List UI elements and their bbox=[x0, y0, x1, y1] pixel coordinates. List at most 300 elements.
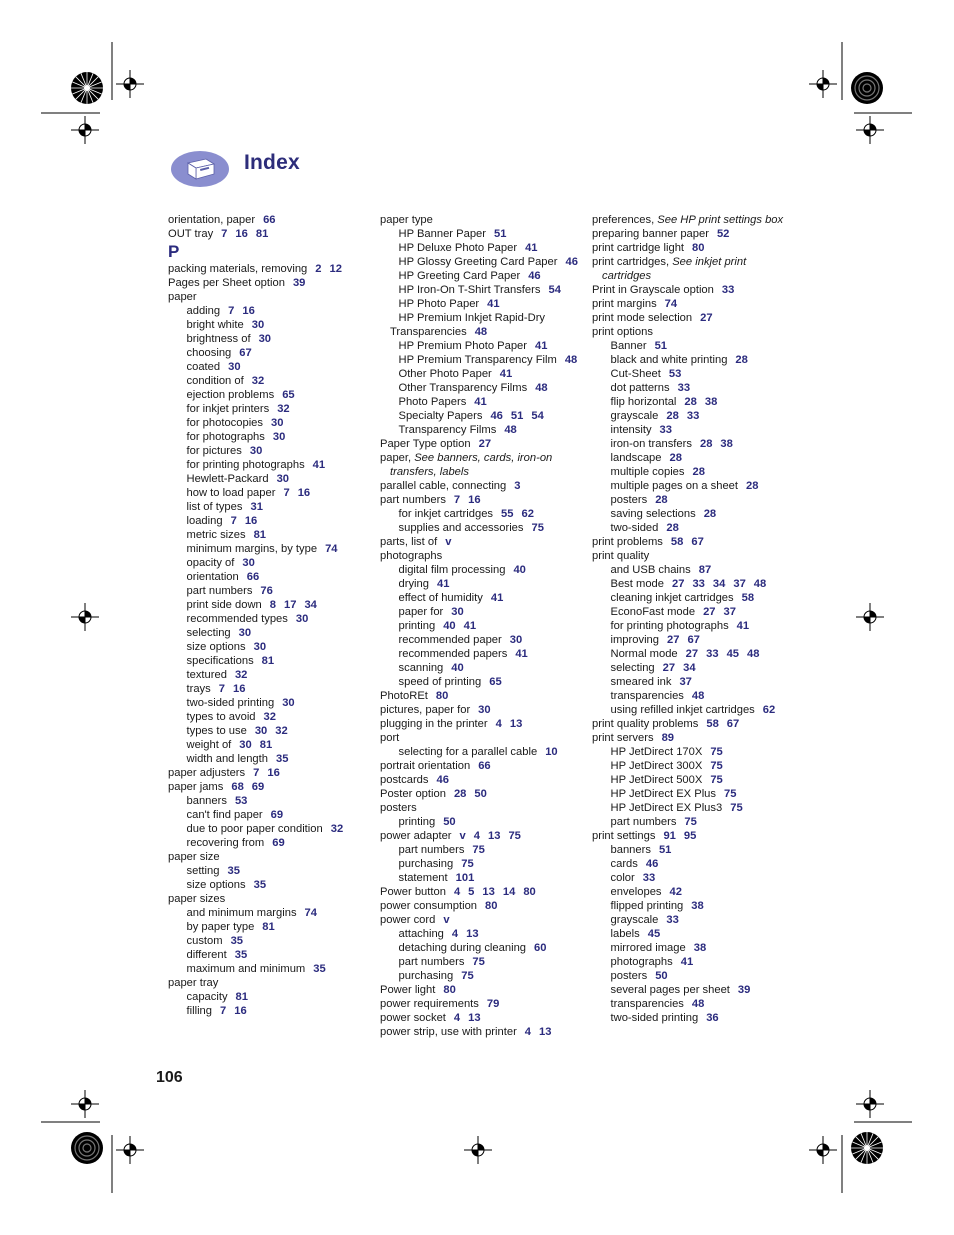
page-title: Index bbox=[244, 151, 300, 174]
page-link[interactable]: 75 bbox=[710, 746, 723, 758]
page-link[interactable]: 66 bbox=[478, 760, 491, 772]
entry-term: saving selections bbox=[610, 508, 696, 520]
page-link[interactable]: 50 bbox=[474, 788, 487, 800]
page-link[interactable]: 80 bbox=[485, 900, 498, 912]
page-link[interactable]: 58 bbox=[706, 718, 719, 730]
page-link[interactable]: 34 bbox=[683, 662, 696, 674]
page-link[interactable]: 75 bbox=[710, 760, 723, 772]
entry-term: orientation, paper bbox=[168, 214, 256, 226]
page-link[interactable]: 76 bbox=[260, 585, 273, 597]
page-link[interactable]: 32 bbox=[263, 711, 276, 723]
page-link[interactable]: 48 bbox=[753, 578, 767, 590]
entry-term: part numbers bbox=[398, 844, 465, 856]
page-link[interactable]: 27 bbox=[685, 648, 699, 660]
page-link[interactable]: 51 bbox=[510, 410, 524, 422]
page-link[interactable]: 101 bbox=[455, 872, 475, 884]
index-entry bbox=[592, 325, 792, 339]
page-references bbox=[698, 718, 739, 730]
page-link[interactable]: 16 bbox=[244, 515, 258, 527]
page-link[interactable]: 75 bbox=[724, 788, 737, 800]
index-entry bbox=[380, 451, 585, 465]
index-entry bbox=[168, 962, 363, 976]
page-link[interactable]: 32 bbox=[234, 669, 248, 681]
page-link[interactable]: 16 bbox=[297, 487, 311, 499]
page-references bbox=[464, 844, 484, 856]
page-link[interactable]: 35 bbox=[230, 935, 244, 947]
entry-term: postcards bbox=[380, 774, 429, 786]
page-link[interactable]: 13 bbox=[488, 830, 501, 842]
page-link[interactable]: 7 bbox=[253, 767, 260, 779]
page-link[interactable]: 16 bbox=[468, 494, 481, 506]
entry-term: print servers bbox=[592, 732, 654, 744]
page-link[interactable]: 58 bbox=[670, 536, 684, 548]
page-link[interactable]: 41 bbox=[463, 620, 477, 632]
page-link[interactable]: 40 bbox=[513, 564, 526, 576]
page-link[interactable]: 28 bbox=[746, 480, 759, 492]
page-link[interactable]: 46 bbox=[645, 858, 659, 870]
page-link[interactable]: 30 bbox=[251, 319, 265, 331]
page-references bbox=[446, 788, 487, 800]
page-link[interactable]: 27 bbox=[667, 634, 680, 646]
page-link[interactable]: 16 bbox=[234, 1005, 247, 1017]
entry-term: HP Banner Paper bbox=[398, 228, 486, 240]
page-references bbox=[274, 697, 294, 709]
entry-term: weight of bbox=[186, 739, 232, 751]
page-link[interactable]: 7 bbox=[230, 515, 237, 527]
page-link[interactable]: 75 bbox=[730, 802, 743, 814]
page-link[interactable]: 91 bbox=[663, 830, 676, 842]
index-entry bbox=[380, 521, 585, 535]
page-link[interactable]: 81 bbox=[259, 739, 273, 751]
page-link[interactable]: 4 bbox=[453, 1012, 461, 1024]
page-link[interactable]: 41 bbox=[499, 368, 513, 380]
page-link[interactable]: 30 bbox=[276, 473, 290, 485]
page-link[interactable]: 33 bbox=[659, 424, 672, 436]
page-link[interactable]: 38 bbox=[720, 438, 733, 450]
page-references bbox=[305, 963, 325, 975]
entry-term: Best mode bbox=[610, 578, 664, 590]
page-link[interactable]: 33 bbox=[706, 648, 719, 660]
page-link[interactable]: 31 bbox=[250, 501, 263, 513]
page-link[interactable]: 30 bbox=[295, 613, 309, 625]
page-link[interactable]: 41 bbox=[680, 956, 694, 968]
page-link[interactable]: 28 bbox=[666, 410, 679, 422]
page-link[interactable]: 13 bbox=[466, 928, 479, 940]
entry-term: can't find paper bbox=[186, 809, 263, 821]
page-references bbox=[477, 900, 497, 912]
page-link[interactable]: 74 bbox=[664, 298, 678, 310]
entry-term: adding bbox=[186, 305, 221, 317]
page-link[interactable]: 58 bbox=[741, 592, 755, 604]
entry-term: power consumption bbox=[380, 900, 478, 912]
page-link[interactable]: 46 bbox=[490, 410, 503, 422]
page-link[interactable]: 33 bbox=[666, 914, 679, 926]
page-link[interactable]: 81 bbox=[235, 991, 248, 1003]
page-link[interactable]: 10 bbox=[545, 746, 558, 758]
page-references bbox=[265, 431, 285, 443]
page-references bbox=[685, 466, 705, 478]
page-link[interactable]: 13 bbox=[509, 718, 523, 730]
page-link[interactable]: 68 bbox=[231, 781, 244, 793]
page-references bbox=[228, 991, 248, 1003]
page-references bbox=[223, 935, 243, 947]
entry-term: maximum and minimum bbox=[186, 963, 306, 975]
page-link[interactable]: 75 bbox=[531, 522, 544, 534]
page-link[interactable]: 28 bbox=[735, 354, 748, 366]
page-link[interactable]: v bbox=[443, 914, 450, 926]
page-link[interactable]: 17 bbox=[283, 599, 297, 611]
page-link[interactable]: 51 bbox=[654, 340, 668, 352]
page-link[interactable]: 38 bbox=[704, 396, 718, 408]
page-link[interactable]: 55 bbox=[501, 508, 514, 520]
page-link[interactable]: 30 bbox=[282, 697, 295, 709]
page-link[interactable]: 28 bbox=[655, 494, 668, 506]
page-link[interactable]: 51 bbox=[658, 844, 672, 856]
page-link[interactable]: 30 bbox=[249, 445, 263, 457]
page-references bbox=[227, 669, 247, 681]
page-references bbox=[729, 620, 749, 632]
page-link[interactable]: 80 bbox=[523, 886, 536, 898]
page-references bbox=[654, 732, 674, 744]
page-references bbox=[651, 844, 671, 856]
page-link[interactable]: 79 bbox=[486, 998, 500, 1010]
index-entry bbox=[380, 955, 585, 969]
page-link[interactable]: 13 bbox=[539, 1026, 552, 1038]
page-link[interactable]: 48 bbox=[564, 354, 578, 366]
page-link[interactable]: 33 bbox=[677, 382, 691, 394]
entry-term: smeared ink bbox=[610, 676, 672, 688]
page-link[interactable]: 42 bbox=[669, 886, 682, 898]
page-link[interactable]: 41 bbox=[525, 242, 538, 254]
index-entry bbox=[380, 647, 585, 661]
page-link[interactable]: 69 bbox=[251, 781, 265, 793]
page-link[interactable]: 39 bbox=[292, 277, 306, 289]
page-link[interactable]: 30 bbox=[509, 634, 523, 646]
entry-term: print quality problems bbox=[592, 718, 699, 730]
page-link[interactable]: 33 bbox=[642, 872, 656, 884]
index-entry bbox=[168, 542, 363, 556]
page-link[interactable]: 81 bbox=[262, 921, 275, 933]
entry-term: several pages per sheet bbox=[610, 984, 730, 996]
page-link[interactable]: 41 bbox=[490, 592, 504, 604]
page-link[interactable]: 37 bbox=[723, 606, 736, 618]
index-entry bbox=[168, 416, 363, 430]
entry-term: due to poor paper condition bbox=[186, 823, 323, 835]
page-link[interactable]: 16 bbox=[235, 228, 248, 240]
page-link[interactable]: 46 bbox=[528, 270, 541, 282]
page-link[interactable]: 75 bbox=[461, 970, 474, 982]
page-link[interactable]: 7 bbox=[283, 487, 290, 499]
page-link[interactable]: 53 bbox=[668, 368, 682, 380]
page-references bbox=[239, 571, 259, 583]
page-link[interactable]: 4 bbox=[524, 1026, 532, 1038]
page-link[interactable]: 54 bbox=[531, 410, 544, 422]
page-link[interactable]: 4 bbox=[473, 830, 480, 842]
page-link[interactable]: 46 bbox=[565, 256, 578, 268]
page-link[interactable]: 75 bbox=[472, 844, 485, 856]
page-references bbox=[714, 284, 734, 296]
index-entry bbox=[592, 675, 792, 689]
page-link[interactable]: 62 bbox=[521, 508, 534, 520]
page-link[interactable]: 30 bbox=[238, 627, 252, 639]
page-link[interactable]: 27 bbox=[703, 606, 716, 618]
page-link[interactable]: 62 bbox=[762, 704, 776, 716]
index-column-3 bbox=[592, 213, 792, 1025]
entry-term: preparing banner paper bbox=[592, 228, 709, 240]
index-entry bbox=[592, 969, 792, 983]
page-link[interactable]: 87 bbox=[698, 564, 712, 576]
index-entry bbox=[592, 773, 792, 787]
index-entry bbox=[592, 941, 792, 955]
index-entry bbox=[168, 227, 363, 241]
page-link[interactable]: 7 bbox=[228, 305, 235, 317]
index-entry bbox=[380, 675, 585, 689]
page-link[interactable]: 95 bbox=[683, 830, 697, 842]
page-link[interactable]: 41 bbox=[487, 298, 500, 310]
page-link[interactable]: 14 bbox=[502, 886, 516, 898]
page-link[interactable]: 28 bbox=[692, 466, 705, 478]
page-references bbox=[307, 263, 342, 275]
page-link[interactable]: 37 bbox=[733, 578, 746, 590]
page-link[interactable]: 28 bbox=[453, 788, 467, 800]
page-link[interactable]: 66 bbox=[246, 571, 260, 583]
page-link[interactable]: 28 bbox=[703, 508, 717, 520]
page-references bbox=[428, 690, 448, 702]
entry-term: by paper type bbox=[186, 921, 255, 933]
page-link[interactable]: 39 bbox=[737, 984, 751, 996]
entry-term: types to avoid bbox=[186, 711, 256, 723]
page-link[interactable]: 30 bbox=[271, 417, 284, 429]
page-link[interactable]: 28 bbox=[684, 396, 697, 408]
page-link[interactable]: 41 bbox=[474, 396, 487, 408]
page-link[interactable]: 35 bbox=[234, 949, 248, 961]
index-entry bbox=[380, 465, 585, 479]
page-link[interactable]: 30 bbox=[242, 557, 255, 569]
index-entry bbox=[592, 689, 792, 703]
page-link[interactable]: 67 bbox=[239, 347, 252, 359]
entry-term: improving bbox=[610, 634, 659, 646]
page-references bbox=[517, 1026, 552, 1038]
index-entry bbox=[592, 899, 792, 913]
entry-term: two-sided bbox=[610, 522, 659, 534]
page-link[interactable]: 41 bbox=[312, 459, 326, 471]
entry-term: printing bbox=[398, 620, 436, 632]
page-references bbox=[755, 704, 775, 716]
page-link[interactable]: 8 bbox=[269, 599, 276, 611]
page-link[interactable]: 67 bbox=[726, 718, 740, 730]
index-entry bbox=[380, 787, 585, 801]
index-entry bbox=[168, 822, 363, 836]
page-link[interactable]: 54 bbox=[548, 284, 561, 296]
page-link[interactable]: 81 bbox=[253, 529, 267, 541]
entry-term: Banner bbox=[610, 340, 647, 352]
page-link[interactable]: 48 bbox=[504, 424, 517, 436]
page-link[interactable]: 69 bbox=[270, 809, 284, 821]
page-link[interactable]: 89 bbox=[661, 732, 675, 744]
entry-term: setting bbox=[186, 865, 220, 877]
index-entry bbox=[592, 521, 792, 535]
page-link[interactable]: 38 bbox=[693, 942, 707, 954]
index-entry bbox=[592, 493, 792, 507]
page-link[interactable]: 67 bbox=[687, 634, 700, 646]
index-entry bbox=[592, 395, 792, 409]
page-link[interactable]: 75 bbox=[461, 858, 474, 870]
entry-term: coated bbox=[186, 361, 221, 373]
page-references bbox=[734, 592, 754, 604]
page-references bbox=[537, 746, 557, 758]
page-link[interactable]: 80 bbox=[435, 690, 449, 702]
page-link[interactable]: 34 bbox=[304, 599, 317, 611]
entry-term: power socket bbox=[380, 1012, 446, 1024]
page-link[interactable]: 30 bbox=[478, 704, 491, 716]
page-link[interactable]: 53 bbox=[234, 795, 248, 807]
page-references bbox=[435, 984, 455, 996]
page-link[interactable]: 16 bbox=[242, 305, 255, 317]
page-link[interactable]: 33 bbox=[721, 284, 735, 296]
index-entry bbox=[168, 346, 363, 360]
page-references bbox=[657, 298, 677, 310]
page-link[interactable]: 4 bbox=[453, 886, 461, 898]
page-link[interactable]: 46 bbox=[436, 774, 449, 786]
page-link[interactable]: 81 bbox=[255, 228, 269, 240]
page-link[interactable]: 36 bbox=[706, 1012, 719, 1024]
index-entry bbox=[168, 710, 363, 724]
page-references bbox=[479, 298, 499, 310]
page-link[interactable]: 40 bbox=[443, 620, 456, 632]
page-link[interactable]: 69 bbox=[272, 837, 285, 849]
page-link[interactable]: 28 bbox=[699, 438, 713, 450]
page-link[interactable]: 50 bbox=[655, 970, 668, 982]
page-link[interactable]: 35 bbox=[275, 753, 289, 765]
page-link[interactable]: 65 bbox=[282, 389, 295, 401]
entry-term: pictures, paper for bbox=[380, 704, 471, 716]
page-link[interactable]: 66 bbox=[263, 214, 276, 226]
index-entry bbox=[168, 920, 363, 934]
page-link[interactable]: 40 bbox=[451, 662, 464, 674]
page-link[interactable]: 35 bbox=[253, 879, 267, 891]
page-link[interactable]: 52 bbox=[716, 228, 730, 240]
page-link[interactable]: 5 bbox=[468, 886, 475, 898]
page-link[interactable]: 27 bbox=[478, 438, 492, 450]
page-link[interactable]: 75 bbox=[684, 816, 697, 828]
page-link[interactable]: 48 bbox=[474, 326, 488, 338]
page-link[interactable]: 30 bbox=[253, 641, 267, 653]
page-link[interactable]: 33 bbox=[692, 578, 705, 590]
page-link[interactable]: 67 bbox=[691, 536, 704, 548]
page-link[interactable]: 30 bbox=[451, 606, 464, 618]
page-link[interactable]: 32 bbox=[251, 375, 265, 387]
page-link[interactable]: 32 bbox=[277, 403, 290, 415]
index-entry bbox=[168, 304, 363, 318]
entry-term: Photo Papers bbox=[398, 396, 467, 408]
page-link[interactable]: 16 bbox=[267, 767, 280, 779]
page-link[interactable]: 35 bbox=[227, 865, 240, 877]
page-link[interactable]: 45 bbox=[647, 928, 661, 940]
entry-term: posters bbox=[610, 494, 648, 506]
page-link[interactable]: 33 bbox=[686, 410, 700, 422]
page-link[interactable]: 30 bbox=[228, 361, 241, 373]
page-link[interactable]: 27 bbox=[671, 578, 685, 590]
page-link[interactable]: 3 bbox=[514, 480, 521, 492]
page-link[interactable]: 30 bbox=[272, 431, 286, 443]
page-link[interactable]: 7 bbox=[453, 494, 461, 506]
index-entry bbox=[592, 997, 792, 1011]
page-link[interactable]: 80 bbox=[692, 242, 705, 254]
page-link[interactable]: 28 bbox=[666, 522, 679, 534]
page-link[interactable]: 12 bbox=[329, 263, 342, 275]
page-references bbox=[269, 473, 289, 485]
page-link[interactable]: 37 bbox=[679, 676, 692, 688]
page-link[interactable]: 74 bbox=[325, 543, 338, 555]
page-references bbox=[264, 837, 284, 849]
page-link[interactable]: 16 bbox=[232, 683, 246, 695]
page-references bbox=[527, 382, 547, 394]
page-link[interactable]: 41 bbox=[535, 340, 548, 352]
page-link[interactable]: 30 bbox=[254, 725, 268, 737]
page-link[interactable]: 34 bbox=[712, 578, 726, 590]
page-link[interactable]: 13 bbox=[482, 886, 495, 898]
page-link[interactable]: 75 bbox=[472, 956, 485, 968]
entry-term: transparencies bbox=[610, 998, 684, 1010]
index-entry bbox=[380, 381, 585, 395]
page-link[interactable]: 7 bbox=[220, 1005, 227, 1017]
page-link[interactable]: 41 bbox=[515, 648, 528, 660]
page-link[interactable]: 74 bbox=[304, 907, 317, 919]
page-link[interactable]: 48 bbox=[747, 648, 760, 660]
page-link[interactable]: 51 bbox=[493, 228, 507, 240]
page-link[interactable]: 27 bbox=[700, 312, 713, 324]
entry-term: Paper Type option bbox=[380, 438, 471, 450]
page-link[interactable]: 75 bbox=[508, 830, 521, 842]
page-link[interactable]: 32 bbox=[275, 725, 288, 737]
page-references bbox=[738, 480, 758, 492]
page-link[interactable]: 45 bbox=[726, 648, 740, 660]
page-link[interactable]: 75 bbox=[710, 774, 723, 786]
page-link[interactable]: 30 bbox=[258, 333, 272, 345]
page-link[interactable]: 38 bbox=[691, 900, 704, 912]
page-link[interactable]: 2 bbox=[315, 263, 322, 275]
page-link[interactable]: 4 bbox=[451, 928, 459, 940]
page-link[interactable]: 48 bbox=[691, 998, 705, 1010]
page-link[interactable]: 32 bbox=[330, 823, 344, 835]
page-link[interactable]: 13 bbox=[468, 1012, 481, 1024]
entry-term: photographs bbox=[380, 550, 443, 562]
page-link[interactable]: 81 bbox=[261, 655, 275, 667]
page-link[interactable]: 48 bbox=[535, 382, 548, 394]
page-link[interactable]: v bbox=[459, 830, 466, 842]
page-link[interactable]: 28 bbox=[669, 452, 682, 464]
page-link[interactable]: 41 bbox=[736, 620, 750, 632]
page-link[interactable]: 27 bbox=[662, 662, 676, 674]
page-link[interactable]: 41 bbox=[436, 578, 450, 590]
page-link[interactable]: 4 bbox=[495, 718, 502, 730]
page-link[interactable]: 7 bbox=[218, 683, 225, 695]
page-link[interactable]: 35 bbox=[313, 963, 326, 975]
page-link[interactable]: 65 bbox=[489, 676, 502, 688]
index-entry bbox=[592, 801, 792, 815]
page-link[interactable]: 80 bbox=[443, 984, 456, 996]
page-link[interactable]: 48 bbox=[691, 690, 705, 702]
page-references bbox=[223, 781, 264, 793]
page-link[interactable]: 7 bbox=[221, 228, 228, 240]
index-entry bbox=[592, 983, 792, 997]
index-entry bbox=[592, 787, 792, 801]
page-link[interactable]: 60 bbox=[534, 942, 547, 954]
page-link[interactable]: 50 bbox=[443, 816, 456, 828]
page-link[interactable]: 30 bbox=[239, 739, 252, 751]
page-link[interactable]: v bbox=[445, 536, 452, 548]
index-entry bbox=[168, 612, 363, 626]
